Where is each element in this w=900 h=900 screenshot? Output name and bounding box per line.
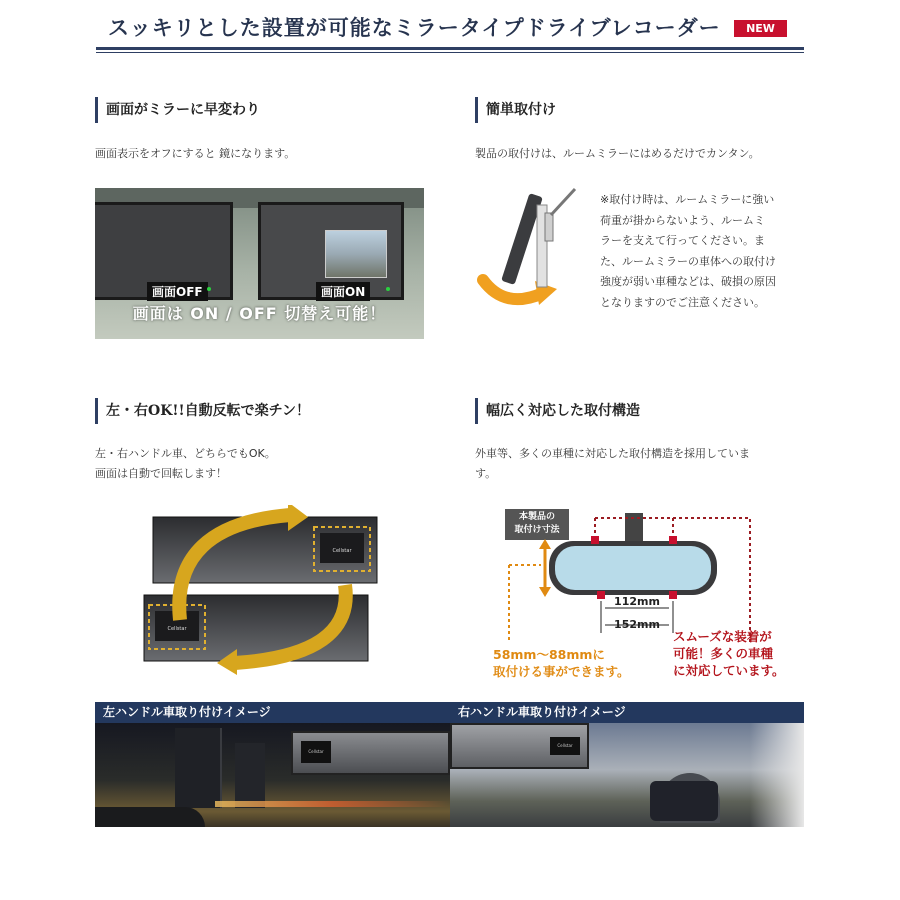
note-line: ラーを支えて行ってください。ま	[600, 234, 765, 247]
note-line: に対応しています。	[673, 663, 785, 678]
fit-note	[673, 628, 785, 679]
arrow-head	[539, 587, 551, 597]
status-led	[207, 287, 211, 291]
rearview-mirror	[291, 731, 450, 775]
arrow-head	[539, 539, 551, 549]
text-line: 左・右ハンドル車、どちらでもOK。	[95, 447, 276, 460]
note-line: ※取付け時は、ルームミラーに強い	[600, 193, 775, 206]
dim-152: 152mm	[614, 618, 660, 631]
note-line: た、ルームミラーの車体への取付け	[600, 254, 776, 268]
building	[175, 728, 222, 808]
onoff-caption: 画面は ON / OFF 切替え可能！	[132, 304, 387, 323]
note-line: 強度が弱い車種などは、破損の原因	[600, 275, 776, 288]
dashboard	[95, 807, 205, 827]
mirror-screen-on	[258, 202, 404, 300]
install-illustration	[475, 185, 595, 315]
text-line: す。	[475, 467, 497, 480]
section-text-rotate	[95, 444, 276, 484]
video-preview	[325, 230, 387, 278]
light-trail	[215, 801, 450, 807]
mirror-stalk	[551, 189, 575, 215]
pillar	[750, 723, 804, 827]
brand-logo: Cellstar	[550, 737, 580, 755]
section-title-rotate: 左・右OK!!自動反転で楽チン！	[95, 398, 310, 424]
note-line: 可能！多くの車種	[673, 646, 774, 661]
night-city-photo	[95, 723, 450, 827]
panel-title-left: 左ハンドル車取り付けイメージ	[95, 702, 450, 723]
note-line: 取付ける事ができます。	[493, 664, 630, 679]
mirror-screen-off	[95, 202, 233, 300]
clip	[591, 536, 599, 544]
mirror-onoff-photo	[95, 188, 424, 339]
section-title-mirror: 画面がミラーに早変わり	[95, 97, 260, 123]
brand-logo-bottom: Cellstar	[167, 626, 187, 632]
brand-logo: Cellstar	[301, 741, 331, 763]
height-range-note	[493, 646, 630, 680]
text-line: 画面は自動で回転します！	[95, 467, 227, 480]
left-hand-drive-panel	[95, 702, 450, 827]
new-badge: NEW	[734, 20, 787, 37]
text-line: 外車等、多くの車種に対応した取付構造を採用していま	[475, 447, 750, 460]
text-line: 製品の取付けは、ルームミラーにはめるだけでカンタン。	[475, 147, 760, 160]
panel-title-right: 右ハンドル車取り付けイメージ	[450, 702, 804, 723]
building	[235, 743, 265, 808]
header-rule	[96, 47, 804, 50]
dim-112: 112mm	[614, 595, 660, 608]
mount-arm	[545, 213, 553, 241]
mirror-glass	[555, 546, 711, 590]
note-line: 58mm～88mmに	[493, 647, 605, 662]
note-line: 荷重が掛からないよう、ルームミ	[600, 213, 765, 227]
label-screen-on: 画面ON	[316, 282, 370, 301]
page-title: スッキリとした設置が可能なミラータイプドライブレコーダー	[108, 15, 721, 40]
note-line: となりますのでご注意ください。	[600, 295, 765, 309]
brand-logo-top: Cellstar	[332, 548, 352, 554]
car	[650, 781, 718, 821]
clip	[669, 536, 677, 544]
label-screen-off: 画面OFF	[147, 282, 208, 301]
header-rule-thin	[96, 52, 804, 53]
label-line: 本製品の	[518, 512, 555, 522]
label-line: 取付け寸法	[514, 525, 560, 535]
section-title-install: 簡単取付け	[475, 97, 556, 123]
clip	[597, 591, 605, 599]
status-led	[386, 287, 390, 291]
install-note	[600, 190, 776, 313]
section-text-mirror	[95, 144, 295, 164]
section-text-install	[475, 144, 760, 164]
note-line: スムーズな装着が	[673, 629, 772, 644]
clip	[669, 591, 677, 599]
rotate-illustration	[140, 505, 385, 675]
road-photo	[450, 723, 804, 827]
right-hand-drive-panel	[450, 702, 804, 827]
text-line: 画面表示をオフにすると 鏡になります。	[95, 147, 296, 160]
section-text-mount	[475, 444, 750, 484]
section-title-mount: 幅広く対応した取付構造	[475, 398, 640, 424]
